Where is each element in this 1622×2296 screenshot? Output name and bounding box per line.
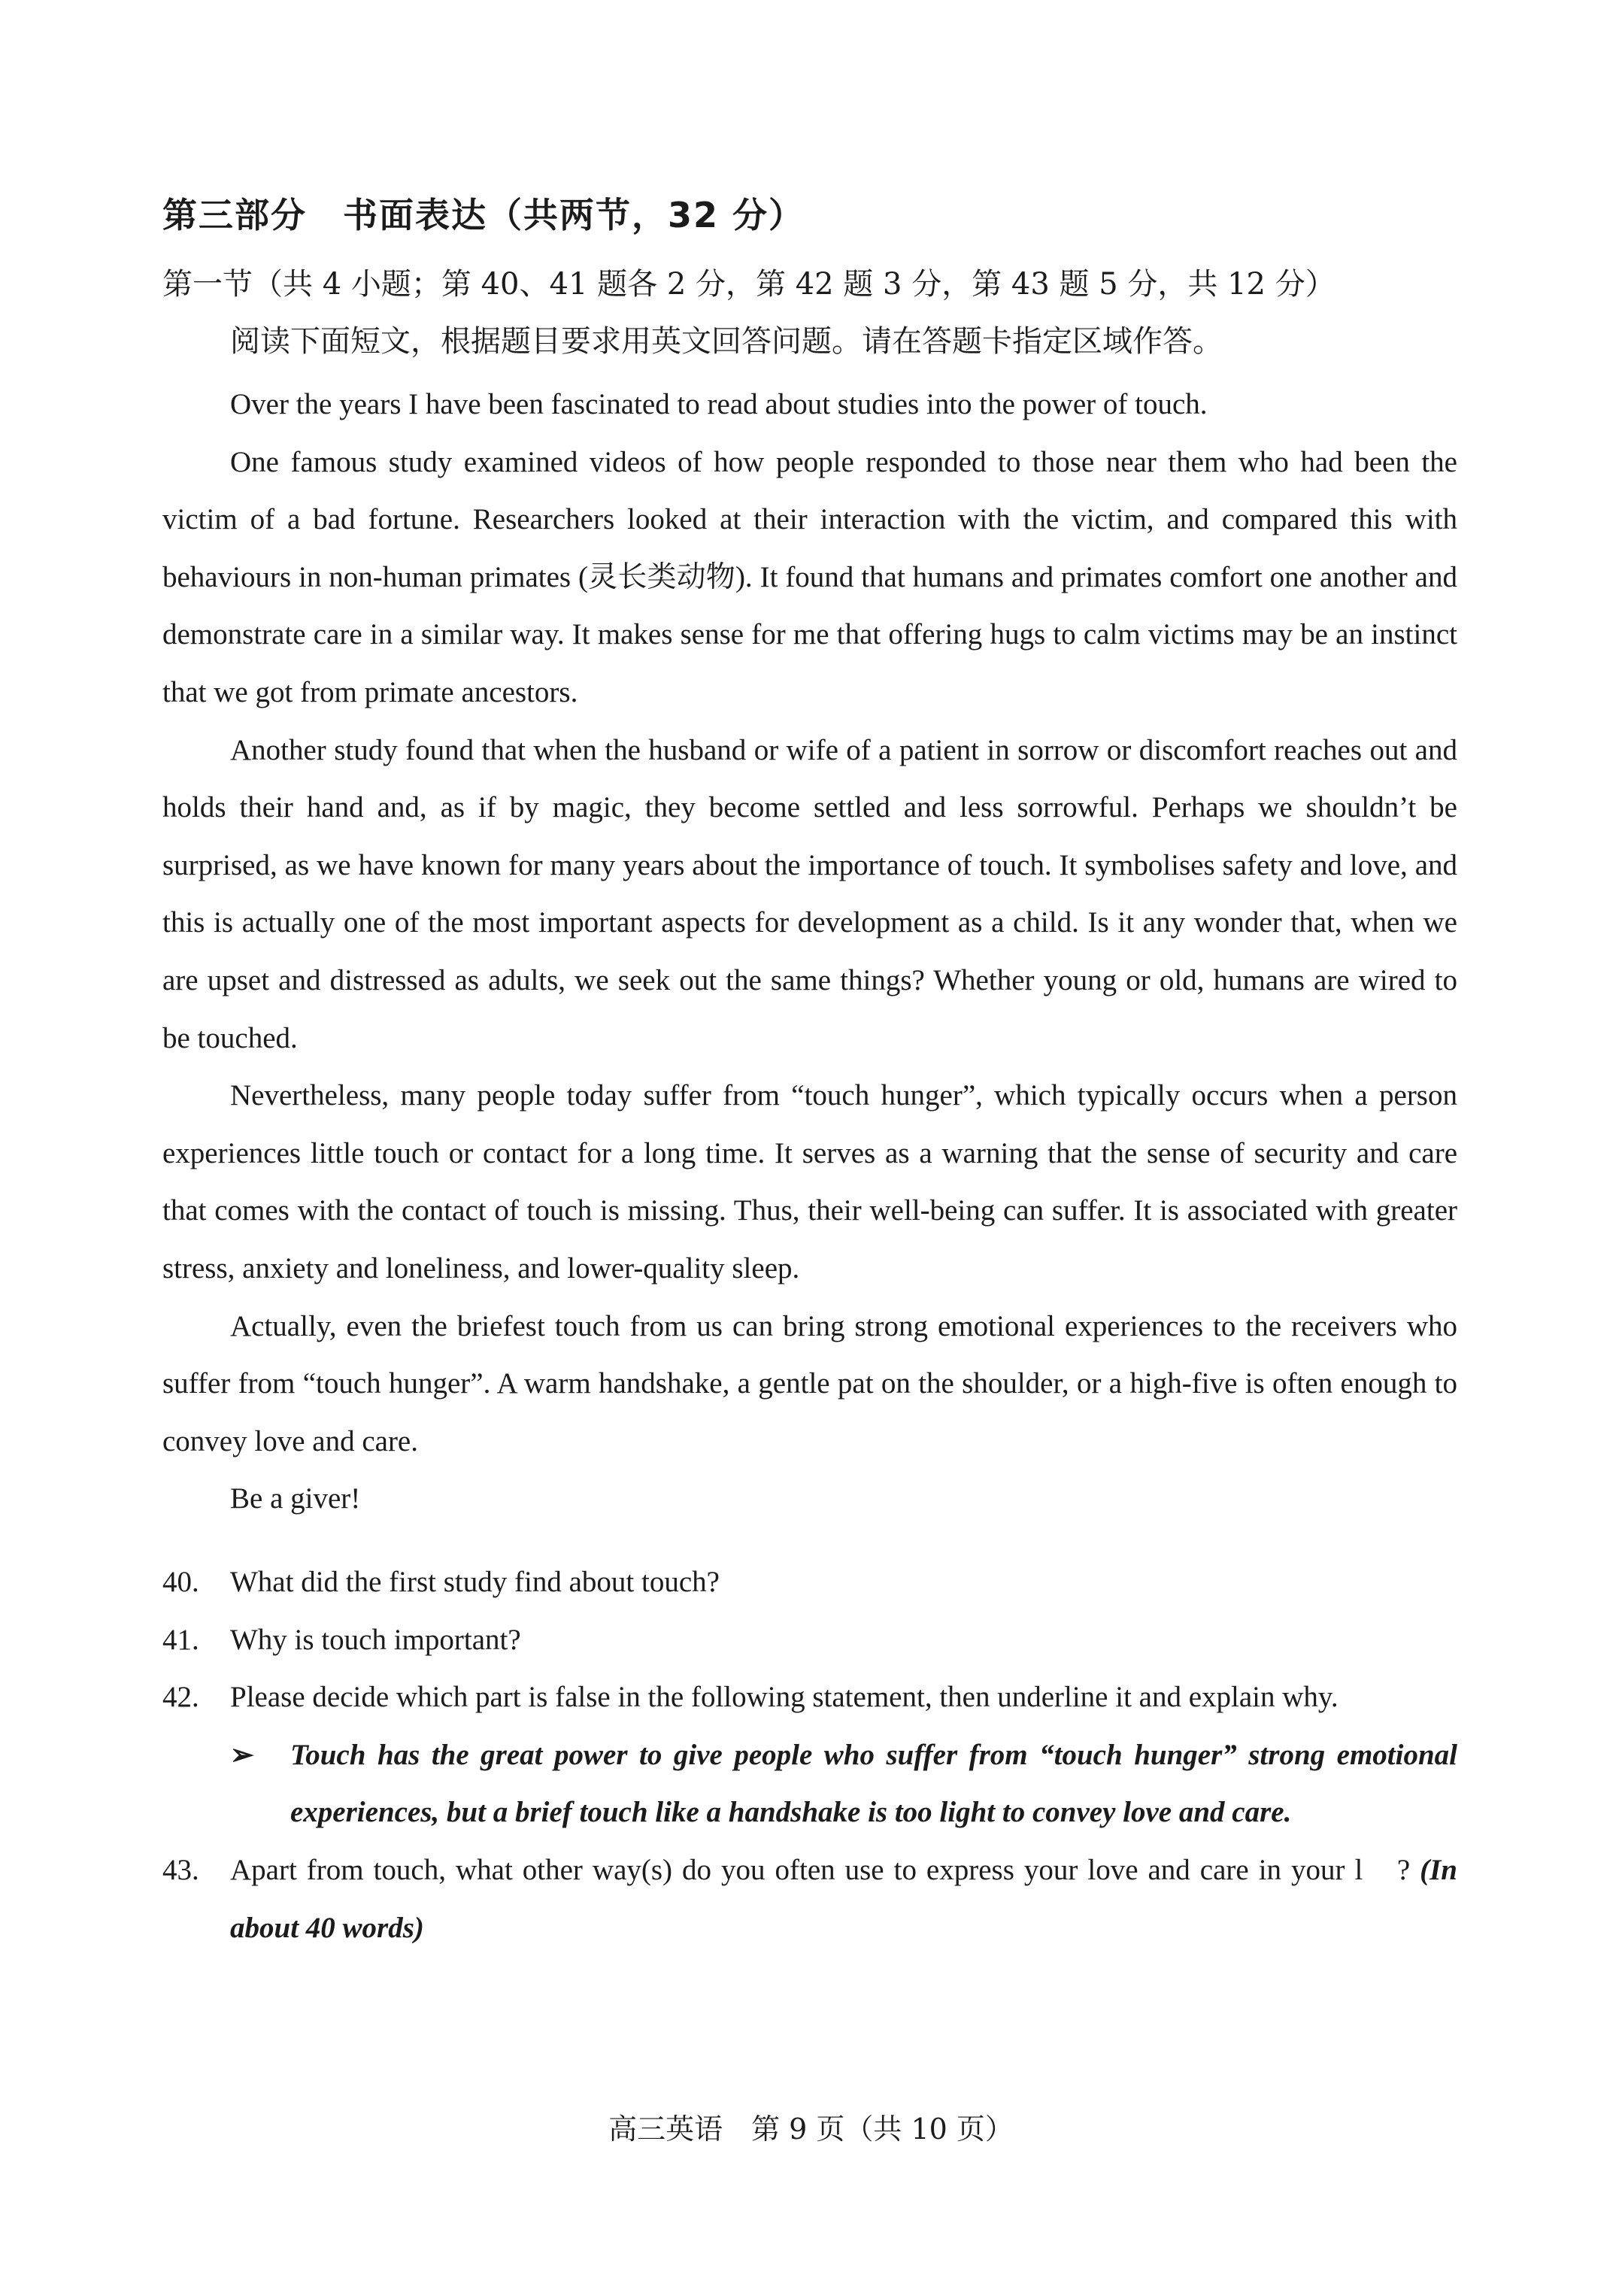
question-42	[162, 1669, 1457, 1727]
passage-paragraph: Nevertheless, many people today suffer from “touch hunger”, which typically occurs when a person experiences little touch or contact for a long time. It serves as a warning that the sense of security and care that comes with the contact of touch is missing. Thus, their well-being can suffer. It is associated with greater stress, anxiety and loneliness, and lower-quality sleep.	[162, 1079, 1457, 1284]
question-body: Apart from touch, what other way(s) do you often use to express your love and care in your l ?	[230, 1853, 1411, 1886]
question-list	[162, 1554, 1457, 1957]
section-title: 第三部分 书面表达（共两节，32 分）	[162, 195, 805, 235]
arrow-icon: ➢	[230, 1739, 254, 1771]
question-number: 41.	[162, 1623, 199, 1656]
question-41	[162, 1612, 1457, 1670]
question-text	[230, 1842, 1457, 1957]
passage-paragraph: One famous study examined videos of how people responded to those near them who had been the victim of a bad fortune. Researchers looked at their interaction with the victim, and compared this with behaviours in non-human primates (灵长类动物). It found that humans and primates comfort one another and demonstrate care in a similar way. It makes sense for me that offering hugs to calm victims may be an instinct that we got from primate ancestors.	[162, 445, 1457, 708]
passage-paragraph: Be a giver!	[230, 1482, 361, 1515]
question-43	[162, 1842, 1457, 1957]
page-footer: 高三英语 第 9 页（共 10 页）	[608, 2113, 1014, 2146]
section-subtitle: 第一节（共 4 小题；第 40、41 题各 2 分，第 42 题 3 分，第 43 题 5 分，共 12 分）	[162, 267, 1335, 302]
statement-text: Touch has the great power to give people who suffer from “touch hunger” strong emotional experiences, but a brief touch like a handshake is too light to convey love and care.	[290, 1738, 1457, 1829]
reading-passage	[162, 376, 1457, 1528]
instruction: 阅读下面短文，根据题目要求用英文回答问题。请在答题卡指定区域作答。	[230, 324, 1223, 359]
word-limit-note: (In about 40 words)	[230, 1853, 1457, 1944]
question-text: Please decide which part is false in the following statement, then underline it and explain why.	[230, 1681, 1339, 1714]
question-text: What did the first study find about touch?	[230, 1566, 720, 1598]
question-text: Why is touch important?	[230, 1623, 521, 1656]
passage-paragraph: Over the years I have been fascinated to read about studies into the power of touch.	[230, 388, 1208, 420]
question-number: 42.	[162, 1681, 199, 1714]
false-statement	[162, 1727, 1457, 1842]
question-number: 43.	[162, 1853, 199, 1886]
passage-paragraph: Another study found that when the husband or wife of a patient in sorrow or discomfort reaches out and holds their hand and, as if by magic, they become settled and less sorrowful. Perhaps we shouldn’t be surprised, as we have known for many years about the importance of touch. It symbolises safety and love, and this is actually one of the most important aspects for development as a child. Is it any wonder that, when we are upset and distressed as adults, we seek out the same things? Whether young or old, humans are wired to be touched.	[162, 733, 1457, 1054]
question-number: 40.	[162, 1566, 199, 1598]
question-40	[162, 1554, 1457, 1612]
passage-paragraph: Actually, even the briefest touch from us can bring strong emotional experiences to the receivers who suffer from “touch hunger”. A warm handshake, a gentle pat on the shoulder, or a high-five is often enough to convey love and care.	[162, 1309, 1457, 1457]
